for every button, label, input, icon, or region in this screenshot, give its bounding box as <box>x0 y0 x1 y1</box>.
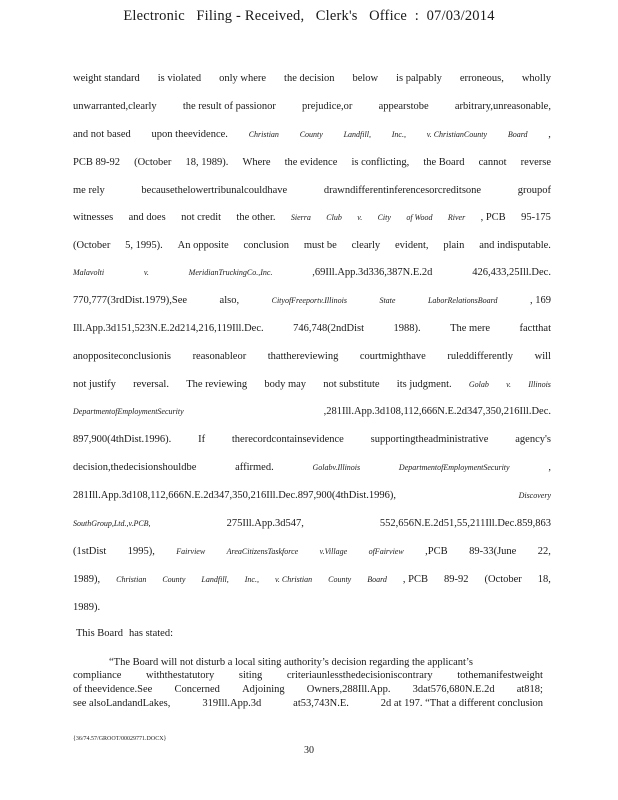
text-run: Where <box>242 157 271 168</box>
text-run: 897,900(4thDist.1996). <box>73 434 172 445</box>
text-run: v. <box>143 268 149 277</box>
text-run: evident, <box>395 240 429 251</box>
text-run: 426,433,25Ill.Dec. <box>472 267 551 278</box>
text-run: me rely <box>73 185 105 196</box>
text-run: Golab <box>468 380 489 389</box>
text-run: Board <box>507 130 528 139</box>
text-run: County <box>328 575 352 584</box>
text-run: becausethelowertribunalcouldhave <box>141 185 288 196</box>
text-run: Club <box>326 213 342 222</box>
quote-line <box>73 670 543 682</box>
text-run: supportingtheadministrative <box>370 434 489 445</box>
text-run: upon theevidence. <box>151 129 228 140</box>
text-run: LaborRelationsBoard <box>427 296 498 305</box>
text-run: witnesses <box>73 212 114 223</box>
text-run: factthat <box>519 323 551 334</box>
body-line <box>73 100 551 114</box>
text-run: ,PCB <box>425 546 448 557</box>
text-run: reasonableor <box>192 351 247 362</box>
text-run: Inc., <box>244 575 259 584</box>
text-run: Golabv.Illinois <box>312 463 361 472</box>
text-run: 552,656N.E.2d51,55,211Ill.Dec.859,863 <box>379 518 551 529</box>
text-run: (October <box>73 240 111 251</box>
text-run: the Board <box>423 157 465 168</box>
text-run: criteriaunlessthedecisioniscontrary <box>286 670 433 681</box>
text-run: is palpably <box>396 73 442 84</box>
body-line <box>73 156 551 170</box>
body-line <box>76 627 554 641</box>
text-run: the other. <box>236 212 276 223</box>
text-run: conclusion <box>243 240 289 251</box>
text-run: County <box>299 130 323 139</box>
body-line <box>73 184 551 198</box>
text-run: Board <box>367 575 387 584</box>
text-run: Landfill, <box>201 575 229 584</box>
text-run: see alsoLandandLakes, <box>73 698 171 709</box>
text-run: v. <box>506 380 512 389</box>
body-line <box>73 350 551 364</box>
text-run: Christian <box>116 575 147 584</box>
body-line <box>73 72 551 86</box>
text-run: PCB 89-92 <box>73 157 120 168</box>
text-run: 95-175 <box>521 212 551 223</box>
text-run: If <box>198 434 206 445</box>
body-line <box>73 405 551 419</box>
text-run: at818; <box>516 684 543 695</box>
text-run: County <box>162 575 186 584</box>
text-run: v. ChristianCounty <box>426 130 488 139</box>
text-run: thatthereviewing <box>267 351 339 362</box>
page-number: 30 <box>304 745 314 756</box>
text-run: and not based <box>73 129 131 140</box>
text-run: Inc., <box>391 130 406 139</box>
text-run: clearly <box>351 240 381 251</box>
quote-line <box>73 698 543 710</box>
text-run: of theevidence.See <box>73 684 153 695</box>
text-run: 746,748(2ndDist <box>293 323 364 334</box>
text-run: 18, 1989). <box>185 157 229 168</box>
text-run: The reviewing <box>186 379 248 390</box>
text-run: and indisputable. <box>479 240 551 251</box>
body-line <box>73 517 551 531</box>
text-run: 5, 1995). <box>125 240 163 251</box>
text-run: drawndifferentinferencesorcreditsone <box>323 185 482 196</box>
text-run: reversal. <box>133 379 169 390</box>
text-run: An opposite <box>177 240 229 251</box>
text-run: body may <box>264 379 307 390</box>
filing-header: Electronic Filing - Received, Clerk's Office : 07/03/2014 <box>123 8 495 24</box>
body-line <box>73 239 551 253</box>
text-run: tothemanifestweight <box>457 670 543 681</box>
text-run: Ill.App.3d151,523N.E.2d214,216,119Ill.Dec. <box>73 323 264 334</box>
text-run: Christian <box>248 130 279 139</box>
text-run: 3dat576,680N.E.2d <box>412 684 495 695</box>
text-run: 22, <box>537 546 551 557</box>
text-run: (October <box>484 574 522 585</box>
text-run: the result of passionor <box>182 101 276 112</box>
text-run: , 169 <box>529 295 551 306</box>
text-run: ruleddifferently <box>447 351 514 362</box>
text-run: 770,777(3rdDist.1979),See <box>73 295 188 306</box>
text-run: at53,743N.E. <box>293 698 349 709</box>
text-run: 281Ill.App.3d108,112,666N.E.2d347,350,216Ill.Dec.897,900(4thDist.1996), <box>73 490 397 501</box>
text-run: Malavolti <box>73 268 105 277</box>
text-run: (1stDist <box>73 546 107 557</box>
text-run: , <box>548 129 551 140</box>
text-run: prejudice,or <box>301 101 353 112</box>
text-run: 1989). <box>73 602 101 613</box>
text-run: not justify <box>73 379 116 390</box>
body-line <box>73 294 551 308</box>
text-run: DepartmentofEmploymentSecurity <box>73 407 184 416</box>
text-run: CityofFreeportv.Illinois <box>271 296 347 305</box>
text-run: 1988). <box>393 323 421 334</box>
text-run: (October <box>134 157 172 168</box>
text-run: compliance <box>73 670 122 681</box>
body-line <box>73 211 551 225</box>
text-run: weight standard <box>73 73 140 84</box>
text-run: , PCB <box>480 212 506 223</box>
text-run: agency's <box>515 434 551 445</box>
text-run: the decision <box>284 73 335 84</box>
text-run: ,281Ill.App.3d108,112,666N.E.2d347,350,216Ill.Dec. <box>323 406 551 417</box>
text-run: River <box>447 213 466 222</box>
text-run: the evidence <box>284 157 338 168</box>
text-run: is conflicting, <box>351 157 410 168</box>
text-run: MeridianTruckingCo.,Inc. <box>188 268 273 277</box>
text-run: therecordcontainsevidence <box>231 434 344 445</box>
text-run: courtmighthave <box>359 351 426 362</box>
text-run: Owners,288Ill.App. <box>306 684 391 695</box>
body-line <box>73 461 551 475</box>
text-run: affirmed. <box>235 462 274 473</box>
text-run: 18, <box>537 574 551 585</box>
text-run: “The Board will not disturb a local siting authority’s decision regarding the applicant’s <box>109 657 473 668</box>
text-run: 275Ill.App.3d547, <box>226 518 304 529</box>
text-run: decision,thedecisionshouldbe <box>73 462 197 473</box>
text-run: Fairview <box>176 547 206 556</box>
text-run: 1989), <box>73 574 101 585</box>
text-run: wholly <box>521 73 551 84</box>
text-run: of Wood <box>406 213 433 222</box>
text-run: The mere <box>450 323 491 334</box>
text-run: must be <box>303 240 337 251</box>
body-line <box>73 545 551 559</box>
text-run: below <box>352 73 379 84</box>
text-run: arbitrary,unreasonable, <box>454 101 551 112</box>
text-run: Illinois <box>528 380 551 389</box>
text-run: withthestatutory <box>146 670 215 681</box>
body-line <box>73 322 551 336</box>
text-run: cannot <box>478 157 507 168</box>
text-run: will <box>534 351 551 362</box>
text-run: v. Christian <box>274 575 313 584</box>
body-line <box>73 378 551 392</box>
text-run: SouthGroup,Ltd.,v.PCB, <box>73 519 151 528</box>
text-run: only where <box>219 73 267 84</box>
body-line <box>73 573 551 587</box>
document-id: {36/74.57/GROOT/00029771.DOCX} <box>73 736 167 742</box>
body-line <box>73 601 551 615</box>
text-run: unwarranted,clearly <box>73 101 157 112</box>
text-run: Sierra <box>290 213 311 222</box>
text-run: groupof <box>517 185 551 196</box>
text-run: is violated <box>157 73 202 84</box>
text-run: Landfill, <box>343 130 371 139</box>
text-run: also, <box>219 295 240 306</box>
text-run: plain <box>443 240 465 251</box>
text-run: not credit <box>181 212 222 223</box>
text-run: , PCB <box>402 574 429 585</box>
text-run: v. <box>357 213 363 222</box>
text-run: siting <box>238 670 263 681</box>
text-run: has stated: <box>128 628 173 639</box>
text-run: reverse <box>520 157 551 168</box>
body-line <box>73 128 551 142</box>
text-run: 1995), <box>127 546 155 557</box>
text-run: This Board <box>76 628 123 639</box>
text-run: Adjoining <box>242 684 285 695</box>
text-run: City <box>377 213 391 222</box>
text-run: 89-92 <box>444 574 469 585</box>
text-run: AreaCitizensTaskforce <box>226 547 299 556</box>
text-run: anoppositeconclusionis <box>73 351 171 362</box>
body-line <box>73 266 551 280</box>
text-run: erroneous, <box>459 73 504 84</box>
text-run: v.Village <box>319 547 348 556</box>
quote-line <box>73 657 543 669</box>
text-run: State <box>379 296 396 305</box>
text-run: Concerned <box>174 684 220 695</box>
text-run: ofFairview <box>368 547 404 556</box>
text-run: 2d at 197. “That a different conclusion <box>380 698 543 709</box>
body-line <box>73 433 551 447</box>
text-run: appearstobe <box>378 101 429 112</box>
text-run: 89-33(June <box>469 546 517 557</box>
text-run: 319Ill.App.3d <box>202 698 262 709</box>
text-run: its judgment. <box>396 379 452 390</box>
text-run: DepartmentofEmploymentSecurity <box>398 463 510 472</box>
body-line <box>73 489 551 503</box>
text-run: not substitute <box>323 379 380 390</box>
quote-line <box>73 684 543 696</box>
text-run: , <box>548 462 551 473</box>
text-run: Discovery <box>518 491 551 500</box>
text-run: ,69Ill.App.3d336,387N.E.2d <box>312 267 433 278</box>
text-run: and does <box>128 212 166 223</box>
